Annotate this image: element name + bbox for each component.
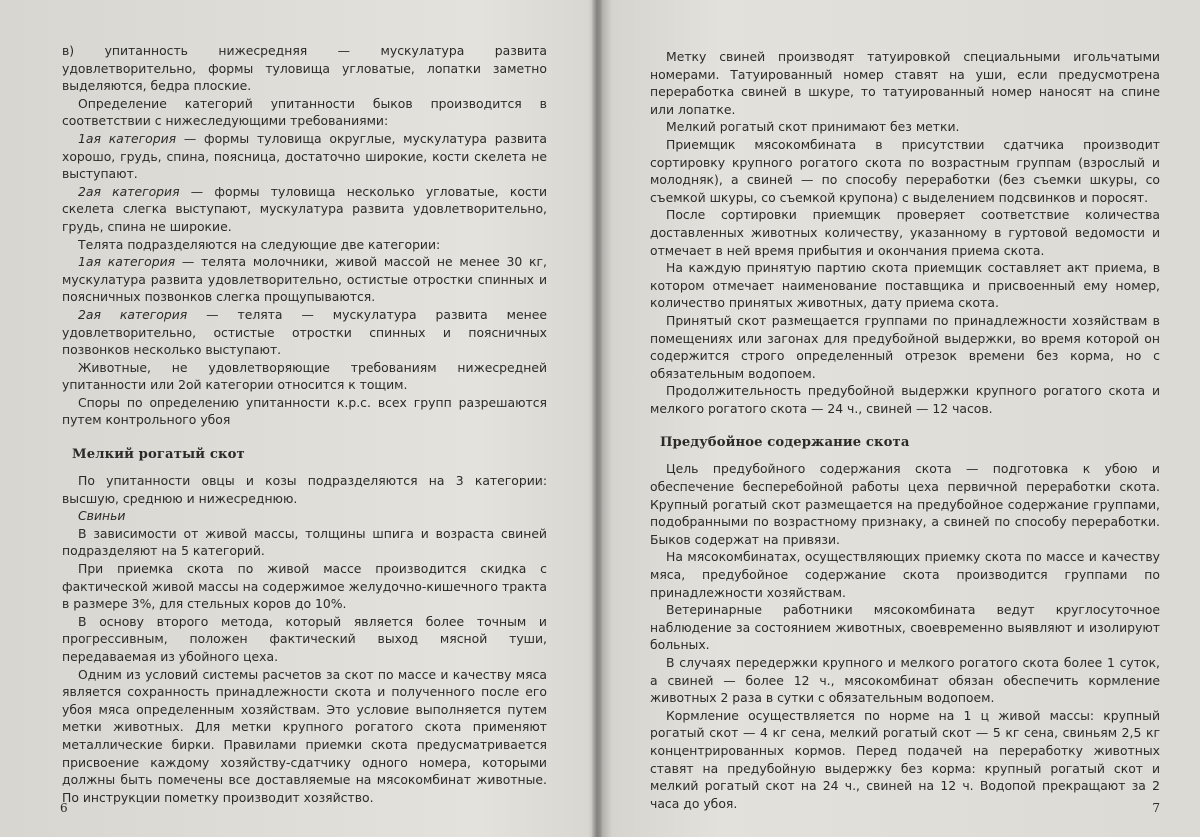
- paragraph: Споры по определению упитанности к.р.с. всех групп разрешаются путем контрольного убоя: [62, 394, 547, 428]
- paragraph: Приемщик мясокомбината в присутствии сдатчика производит сортировку крупного рогатого скота по возрастным группам (взрослый и молодняк), а свиней — по способу переработки (без съемки шкуры, со съемкой шкуры, со съемкой крупона) с выделением подсвинков и поросят.: [650, 136, 1160, 205]
- paragraph: Телята подразделяются на следующие две категории:: [78, 236, 441, 252]
- paragraph: Одним из условий системы расчетов за скот по массе и качеству мяса является сохранность принадлежности скота и полученного после его убоя мяса определенным хозяйствам. Это условие выполняется путем метки животных. Для метки крупного рогатого скота применяют металлические бирки. Правилами приемки скота предусматривается присвоение каждому хозяйству-сдатчику одного номера, которыми должны быть помечены все доставляемые на мясокомбинат животные. По инструкции пометку производит хозяйство.: [62, 666, 547, 805]
- paragraph: После сортировки приемщик проверяет соответствие количества доставленных животных количеству, указанному в гуртовой ведомости и отмечает в ней время прибытия и окончания приема скота.: [650, 207, 1160, 258]
- paragraph: [62, 130, 547, 183]
- paragraph: Метку свиней производят татуировкой специальными игольчатыми номерами. Татуированный номер ставят на уши, если предусмотрена переработка свиней в шкуре, то татуированный номер наносят на спине или лопатке.: [650, 49, 1160, 117]
- page-number: 7: [1152, 801, 1160, 815]
- section-heading: Предубойное содержание скота: [660, 435, 910, 451]
- paragraph: Кормление осуществляется по норме на 1 ц живой массы: крупный рогатый скот — 4 кг сена, мелкий рогатый скот — 5 кг сена, свиньям 2,5 кг концентрированных кормов. Перед подачей на переработку животных ставят на предубойную выдержку без корма: крупный рогатый скот и мелкий рогатый скот на 24 ч., свиней на 12 ч. Водопой прекращают за 2 часа до убоя.: [650, 707, 1160, 811]
- paragraph: По упитанности овцы и козы подразделяются на 3 категории: высшую, среднюю и нижесреднюю.: [62, 473, 547, 506]
- paragraph: Продолжительность предубойной выдержки крупного рогатого скота и мелкого рогатого скота — 24 ч., свиней — 12 часов.: [650, 383, 1160, 416]
- category-text: — телята — мускулатура развита менее удовлетворительно, остистые отростки спинных и поясничных позвонков несколько выступают.: [62, 306, 547, 358]
- paragraph: На каждую принятую партию скота приемщик составляет акт приема, в котором отмечает наименование поставщика и присвоенный ему номер, количество принятых животных, дату приема скота.: [650, 260, 1160, 311]
- paragraph: в) упитанность нижесредняя — мускулатура развита удовлетворительно, формы туловища угловатые, лопатки заметно выделяются, бедра плоские.: [62, 43, 547, 94]
- category-text: — формы туловища несколько угловатые, кости скелета слегка выступают, мускулатура развита удовлетворительно, грудь, спина не широкие.: [62, 183, 548, 234]
- right-page: [600, 0, 1200, 837]
- paragraph: Мелкий рогатый скот принимают без метки.: [666, 119, 960, 135]
- category-label: 1ая категория: [78, 254, 176, 270]
- page-number: 6: [60, 801, 68, 815]
- section-heading: Мелкий рогатый скот: [72, 447, 245, 463]
- paragraph: В зависимости от живой массы, толщины шпига и возраста свиней подразделяют на 5 категорий.: [62, 525, 547, 559]
- category-label: 2ая категория: [78, 306, 188, 322]
- paragraph: В основу второго метода, который является более точным и прогрессивным, положен фактический выход мясной туши, передаваемая из убойного цеха.: [62, 613, 547, 664]
- subheading: Свиньи: [78, 508, 126, 524]
- category-text: — формы туловища округлые, мускулатура развита хорошо, грудь, спина, поясница, достаточно широкие, кости скелета не выступают.: [62, 130, 547, 182]
- paragraph: [62, 253, 547, 306]
- category-label: 2ая категория: [78, 183, 180, 199]
- paragraph: На мясокомбинатах, осуществляющих приемку скота по массе и качеству мяса, предубойное содержание скота производится группами по принадлежности хозяйствам.: [650, 549, 1160, 600]
- category-text: — телята молочники, живой массой не менее 30 кг, мускулатура развита удовлетворительно, остистые отростки спинных и поясничных позвонков слегка прощупываются.: [62, 254, 547, 305]
- paragraph: Животные, не удовлетворяющие требованиям нижесредней упитанности или 2ой категории относится к тощим.: [62, 359, 547, 393]
- paragraph: [62, 183, 547, 236]
- paragraph: В случаях передержки крупного и мелкого рогатого скота более 1 суток, а свиней — более 12 ч., мясокомбинат обязан обеспечить кормление животных 2 раза в сутки с обязательным водопоем.: [650, 655, 1160, 706]
- paragraph: Ветеринарные работники мясокомбината ведут круглосуточное наблюдение за состоянием животных, своевременно выявляют и изолируют больных.: [650, 602, 1160, 653]
- paragraph: Принятый скот размещается группами по принадлежности хозяйствам в помещениях или загонах для предубойной выдержки, во время которой он содержится строго определенный отрезок времени без корма, но с обязательным водопоем.: [650, 312, 1160, 381]
- paragraph: При приемка скота по живой массе производится скидка с фактической живой массы на содержимое желудочно-кишечного тракта в размере 3%, для стельных коров до 10%.: [62, 561, 547, 612]
- paragraph: Определение категорий упитанности быков производится в соответствии с нижеследующими требованиями:: [62, 95, 547, 129]
- left-page: [0, 0, 595, 837]
- paragraph: Цель предубойного содержания скота — подготовка к убою и обеспечение бесперебойной работы цеха первичной переработки скота. Крупный рогатый скот размещается на предубойное содержание группами, подобранными по возрастному признаку, а свиней по способу переработки. Быков содержат на привязи.: [650, 461, 1160, 547]
- paragraph: [62, 306, 547, 359]
- category-label: 1ая категория: [78, 130, 177, 146]
